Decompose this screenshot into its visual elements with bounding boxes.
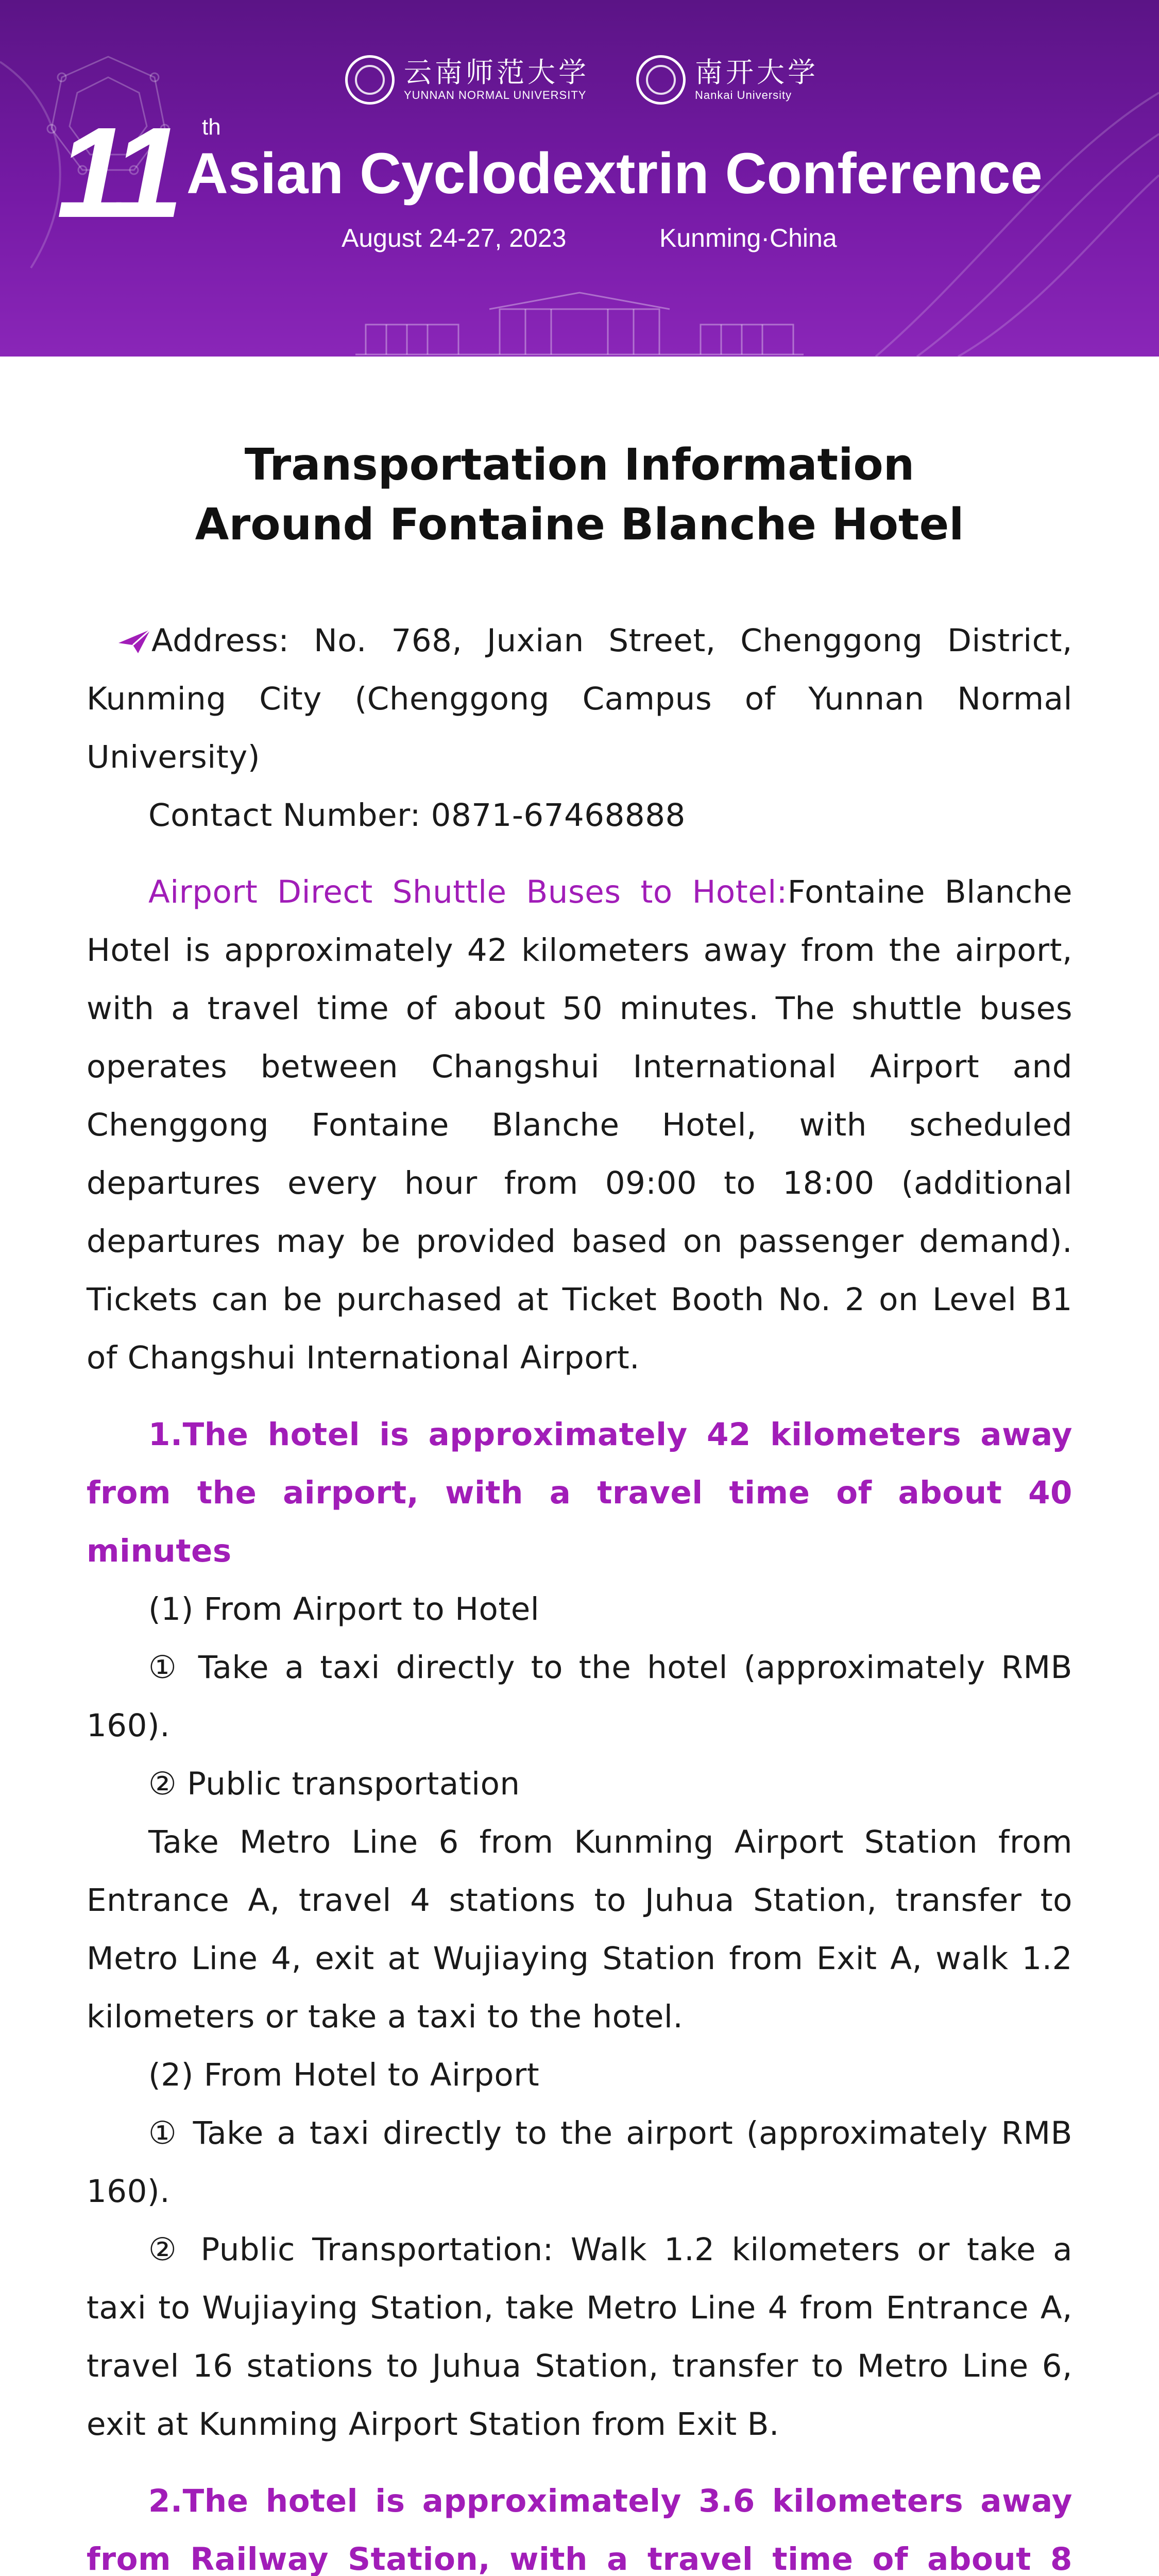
university-emblem-icon bbox=[636, 55, 686, 105]
section-heading-railway: 2.The hotel is approximately 3.6 kilometers away from Railway Station, with a travel time of about 8 bbox=[87, 2483, 1072, 2576]
list-item: ① Take a taxi directly to the airport (approximately RMB 160). bbox=[87, 2115, 1072, 2210]
shuttle-label: Airport Direct Shuttle Buses to Hotel: bbox=[148, 874, 788, 910]
list-item: ② Public transportation bbox=[148, 1766, 520, 1802]
edition-suffix: th bbox=[202, 114, 221, 140]
conference-meta bbox=[0, 223, 1159, 253]
building-silhouette bbox=[355, 289, 804, 357]
conference-dates: August 24-27, 2023 bbox=[342, 224, 567, 252]
list-item: (1) From Airport to Hotel bbox=[148, 1591, 540, 1628]
university-logos bbox=[0, 52, 1159, 108]
nankai-university-logo bbox=[636, 52, 819, 108]
university-name-en: YUNNAN NORMAL UNIVERSITY bbox=[404, 89, 587, 101]
list-item: Take Metro Line 6 from Kunming Airport Station from Entrance A, travel 4 stations to Juhua Station, transfer to Metro Line 4, exit at Wujiaying Station from Exit A, walk 1.2 kilometers or take a taxi to the hotel. bbox=[87, 1824, 1072, 2035]
list-item: (2) From Hotel to Airport bbox=[148, 2057, 540, 2093]
address-paragraph bbox=[87, 612, 1072, 786]
page-title-line-2: Around Fontaine Blanche Hotel bbox=[195, 499, 964, 550]
conference-title: Asian Cyclodextrin Conference bbox=[186, 141, 1043, 206]
conference-location: Kunming·China bbox=[659, 224, 837, 252]
university-name-en: Nankai University bbox=[695, 89, 792, 101]
section-heading-airport: 1.The hotel is approximately 42 kilometers away from the airport, with a travel time of about 40 minutes bbox=[87, 1416, 1072, 1569]
yunnan-normal-university-logo bbox=[345, 52, 589, 108]
university-name-cn: 南开大学 bbox=[695, 56, 819, 89]
list-item: ① Take a taxi directly to the hotel (approximately RMB 160). bbox=[87, 1649, 1072, 1744]
conference-banner bbox=[0, 0, 1159, 357]
address-text: Address: No. 768, Juxian Street, Chenggong District, Kunming City (Chenggong Campus of Yunnan Normal University) bbox=[87, 622, 1072, 775]
university-name-cn: 云南师范大学 bbox=[404, 56, 589, 89]
list-item: ② Public Transportation: Walk 1.2 kilometers or take a taxi to Wujiaying Station, take Metro Line 4 from Entrance A, travel 16 stations to Juhua Station, transfer to Metro Line 6, exit at Kunming Airport Station from Exit B. bbox=[87, 2231, 1072, 2443]
university-emblem-icon bbox=[345, 55, 395, 105]
page-title bbox=[87, 435, 1072, 555]
shuttle-paragraph bbox=[87, 863, 1072, 1387]
transportation-article bbox=[87, 435, 1072, 2576]
paper-plane-icon bbox=[117, 628, 151, 654]
shuttle-text: Fontaine Blanche Hotel is approximately 42 kilometers away from the airport, with a travel time of about 50 minutes. The shuttle buses operates between Changshui International Airport and Chenggong Fontaine Blanche Hotel, with scheduled departures every hour from 09:00 to 18:00 (additional departures may be provided based on passenger demand). Tickets can be purchased at Ticket Booth No. 2 on Level B1 of Changshui International Airport. bbox=[87, 874, 1073, 1376]
edition-number: 11 bbox=[57, 100, 176, 244]
contact-paragraph: Contact Number: 0871-67468888 bbox=[148, 797, 686, 834]
page-title-line-1: Transportation Information bbox=[244, 439, 915, 490]
